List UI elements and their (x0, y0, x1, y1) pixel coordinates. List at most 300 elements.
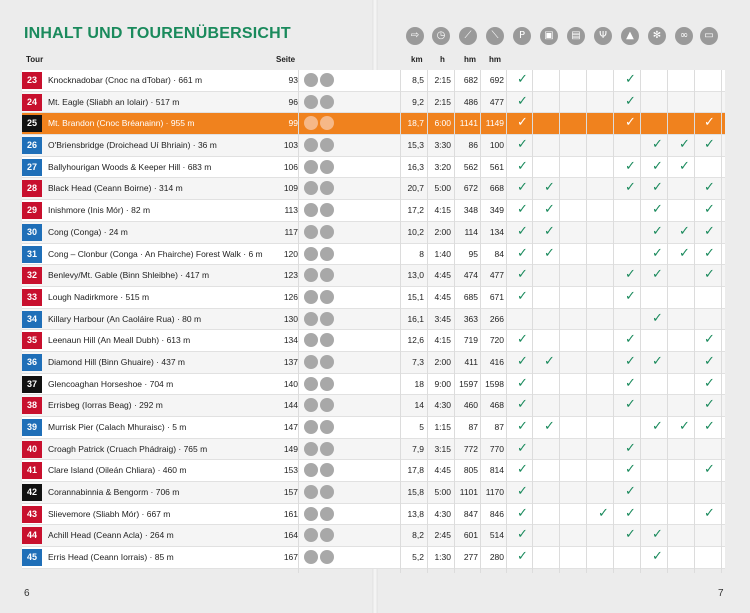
difficulty-icon (304, 463, 318, 477)
descent-hm: 349 (489, 205, 504, 216)
duration: 2:15 (434, 96, 451, 107)
descent-hm: 1598 (485, 378, 504, 389)
descent-hm: 770 (489, 443, 504, 454)
ascent-hm: 847 (463, 508, 478, 519)
descent-hm: 416 (489, 356, 504, 367)
tour-number: 45 (22, 549, 42, 566)
check-icon: ✓ (652, 158, 663, 174)
column-divider (640, 70, 641, 573)
page-number: 144 (283, 400, 298, 411)
column-divider (694, 70, 695, 573)
table-row[interactable] (22, 309, 725, 331)
table-row[interactable] (22, 504, 725, 526)
check-icon: ✓ (704, 180, 715, 196)
duration: 5:00 (434, 487, 451, 498)
column-divider (506, 70, 507, 573)
page-number: 134 (283, 335, 298, 346)
tour-number: 41 (22, 462, 42, 479)
check-icon: ✓ (625, 180, 636, 196)
ascent-hm: 87 (468, 422, 478, 432)
check-icon: ✓ (704, 267, 715, 283)
check-icon: ✓ (625, 267, 636, 283)
ascent-hm: 411 (464, 356, 478, 367)
tour-number: 38 (22, 397, 42, 414)
table-row[interactable] (22, 222, 725, 244)
difficulty-icon (304, 485, 318, 499)
tour-number: 44 (22, 527, 42, 544)
difficulty-icon (304, 442, 318, 456)
duration: 4:15 (434, 335, 451, 346)
distance-km: 9,2 (412, 96, 424, 107)
check-icon: ✓ (625, 332, 636, 348)
family-icon (320, 485, 334, 499)
duration: 4:45 (434, 291, 451, 302)
check-icon: ✓ (625, 158, 636, 174)
check-icon: ✓ (652, 419, 663, 434)
tour-name: Mt. Brandon (Cnoc Bréanainn) · 955 m (48, 118, 195, 129)
check-icon: ✓ (625, 484, 636, 500)
difficulty-icon (304, 116, 318, 130)
distance-km: 13,0 (407, 270, 424, 281)
tour-name: Cong – Clonbur (Conga · An Fhairche) Forest Walk · 6 m (48, 248, 263, 259)
distance-km: 13,8 (407, 508, 424, 519)
tour-name: Lough Nadirkmore · 515 m (48, 291, 150, 302)
check-icon: ✓ (625, 72, 636, 87)
tour-number: 34 (22, 311, 42, 328)
check-icon: ✓ (704, 375, 715, 391)
check-icon: ✓ (517, 115, 528, 131)
table-row[interactable] (22, 200, 725, 222)
duration: 1:40 (434, 248, 451, 259)
family-icon (320, 73, 334, 87)
distance-km: 8 (419, 248, 424, 259)
table-row[interactable] (22, 135, 725, 157)
family-icon (320, 355, 334, 369)
summit-icon: ▲ (621, 27, 639, 45)
check-icon: ✓ (517, 549, 528, 565)
tour-name: Clare Island (Oileán Chliara) · 460 m (48, 465, 187, 476)
check-icon: ✓ (625, 462, 636, 478)
table-row[interactable] (22, 70, 725, 92)
table-row[interactable] (22, 525, 725, 547)
descent-hm: 87 (494, 422, 504, 432)
distance-km: 16,3 (407, 161, 424, 172)
table-row[interactable] (22, 157, 725, 179)
difficulty-icon (304, 507, 318, 521)
check-icon: ✓ (704, 353, 715, 369)
ascent-hm: 682 (463, 75, 478, 85)
check-icon: ✓ (598, 505, 609, 521)
ascent-icon: ⟋ (459, 27, 477, 45)
check-icon: ✓ (652, 223, 663, 239)
duration: 3:20 (434, 161, 451, 172)
tour-name: Glencoaghan Horseshoe · 704 m (48, 378, 174, 389)
descent-hm: 84 (494, 248, 504, 259)
family-icon (320, 550, 334, 564)
check-icon: ✓ (517, 505, 528, 521)
difficulty-icon (304, 420, 318, 434)
difficulty-icon (304, 160, 318, 174)
check-icon: ✓ (625, 397, 636, 413)
col-km: km (411, 55, 423, 64)
ascent-hm: 719 (463, 335, 478, 346)
duration: 1:30 (434, 552, 451, 563)
ascent-hm: 363 (463, 313, 478, 324)
ascent-hm: 1141 (459, 118, 478, 129)
check-icon: ✓ (517, 332, 528, 348)
family-icon (320, 290, 334, 304)
page-number: 161 (283, 508, 298, 519)
difficulty-icon (304, 247, 318, 261)
tour-number: 39 (22, 419, 42, 436)
difficulty-icon (304, 290, 318, 304)
check-icon: ✓ (652, 202, 663, 218)
descent-hm: 468 (489, 400, 504, 411)
check-icon: ✓ (517, 245, 528, 261)
descent-hm: 514 (489, 530, 504, 541)
check-icon: ✓ (625, 505, 636, 521)
check-icon: ✓ (544, 245, 555, 261)
check-icon: ✓ (679, 245, 690, 261)
difficulty-icon (304, 181, 318, 195)
check-icon: ✓ (704, 137, 715, 153)
duration: 3:45 (434, 313, 451, 324)
page-number: 130 (283, 313, 298, 324)
check-icon: ✓ (625, 115, 636, 131)
ascent-hm: 685 (463, 291, 478, 302)
check-icon: ✓ (544, 353, 555, 369)
duration: 2:00 (434, 226, 451, 237)
descent-hm: 100 (489, 140, 504, 151)
distance-km: 8,5 (412, 75, 424, 85)
tour-number: 27 (22, 159, 42, 176)
table-row[interactable] (22, 395, 725, 417)
table-row[interactable] (22, 352, 725, 374)
check-icon: ✓ (679, 223, 690, 239)
descent-hm: 477 (489, 96, 504, 107)
tour-number: 32 (22, 267, 42, 284)
check-icon: ✓ (652, 353, 663, 369)
check-icon: ✓ (517, 527, 528, 543)
page-number: 140 (283, 378, 298, 389)
distance-km: 15,8 (407, 487, 424, 498)
duration: 4:45 (434, 270, 451, 281)
page-number: 120 (283, 248, 298, 259)
distance-km: 18 (414, 378, 424, 389)
tour-name: Diamond Hill (Binn Ghuaire) · 437 m (48, 356, 185, 367)
family-icon (320, 160, 334, 174)
duration: 5:00 (434, 183, 451, 194)
check-icon: ✓ (517, 158, 528, 174)
column-divider (532, 70, 533, 573)
ascent-hm: 277 (463, 552, 478, 563)
distance-km: 18,7 (407, 118, 424, 129)
column-divider (721, 70, 722, 573)
family-icon (320, 312, 334, 326)
difficulty-icon (304, 355, 318, 369)
page-number: 149 (283, 443, 298, 454)
tour-name: Inishmore (Inis Mór) · 82 m (48, 205, 151, 216)
page-number-right: 7 (718, 588, 724, 599)
check-icon: ✓ (704, 202, 715, 218)
check-icon: ✓ (704, 223, 715, 239)
check-icon: ✓ (704, 332, 715, 348)
table-row[interactable] (22, 482, 725, 504)
tour-name: Black Head (Ceann Boirne) · 314 m (48, 183, 183, 194)
ascent-hm: 474 (463, 270, 478, 281)
tour-number: 33 (22, 289, 42, 306)
tour-name: Erris Head (Ceann Iorrais) · 85 m (48, 552, 174, 563)
page-number: 137 (283, 356, 298, 367)
tour-number: 26 (22, 137, 42, 154)
family-icon (320, 116, 334, 130)
descent-hm: 692 (489, 75, 504, 85)
column-divider (480, 70, 481, 573)
tour-number: 30 (22, 224, 42, 241)
page-title: INHALT UND TOURENÜBERSICHT (24, 25, 291, 42)
ascent-hm: 1101 (459, 487, 478, 498)
table-row[interactable] (22, 178, 725, 200)
tour-name: Leenaun Hill (An Meall Dubh) · 613 m (48, 335, 191, 346)
descent-hm: 668 (489, 183, 504, 194)
family-icon (320, 333, 334, 347)
ascent-hm: 1597 (459, 378, 478, 389)
family-icon (320, 398, 334, 412)
descent-hm: 1170 (485, 487, 504, 498)
check-icon: ✓ (517, 375, 528, 391)
check-icon: ✓ (704, 245, 715, 261)
table-row[interactable] (22, 265, 725, 287)
tour-name: Ballyhourigan Woods & Keeper Hill · 683 m (48, 161, 212, 172)
descent-hm: 846 (489, 508, 504, 519)
family-icon (320, 203, 334, 217)
descent-hm: 561 (489, 161, 504, 172)
check-icon: ✓ (704, 419, 715, 434)
table-row[interactable] (22, 113, 725, 135)
ascent-hm: 562 (463, 161, 478, 172)
table-row[interactable] (22, 287, 725, 309)
descent-hm: 280 (489, 552, 504, 563)
page-number: 117 (284, 226, 298, 237)
tour-name: Croagh Patrick (Cruach Phádraig) · 765 m (48, 443, 208, 454)
difficulty-icon (304, 333, 318, 347)
table-row[interactable] (22, 460, 725, 482)
page-number: 96 (288, 96, 298, 107)
ascent-hm: 805 (463, 465, 478, 476)
descent-hm: 477 (489, 270, 504, 281)
family-icon (320, 268, 334, 282)
descent-hm: 1149 (485, 118, 504, 129)
distance-km: 15,3 (407, 140, 424, 151)
check-icon: ✓ (544, 180, 555, 196)
duration: 1:15 (434, 422, 451, 432)
table-row[interactable] (22, 244, 725, 266)
check-icon: ✓ (517, 202, 528, 218)
table-row[interactable] (22, 92, 725, 114)
duration: 6:00 (434, 118, 451, 129)
check-icon: ✓ (679, 137, 690, 153)
family-icon (320, 420, 334, 434)
distance-km: 8,2 (412, 530, 424, 541)
tour-number: 25 (22, 115, 42, 132)
ascent-hm: 86 (468, 140, 478, 151)
tour-name: Benlevy/Mt. Gable (Binn Shleibhe) · 417 m (48, 270, 210, 281)
col-seite: Seite (276, 55, 296, 64)
check-icon: ✓ (517, 440, 528, 456)
difficulty-icon (304, 398, 318, 412)
descent-hm: 671 (489, 291, 504, 302)
clock-icon: ◷ (432, 27, 450, 45)
check-icon: ✓ (544, 202, 555, 218)
table-row[interactable] (22, 439, 725, 461)
tour-name: Murrisk Pier (Calach Mhuraisc) · 5 m (48, 422, 187, 432)
page-number: 113 (284, 205, 298, 216)
check-icon: ✓ (679, 158, 690, 174)
table-row[interactable] (22, 417, 725, 439)
table-row[interactable] (22, 330, 725, 352)
column-divider (586, 70, 587, 573)
check-icon: ✓ (625, 375, 636, 391)
distance-km: 5,2 (412, 552, 424, 563)
ascent-hm: 95 (468, 248, 478, 259)
distance-km: 10,2 (407, 226, 424, 237)
distance-km: 7,9 (412, 443, 424, 454)
distance-km: 15,1 (407, 291, 424, 302)
duration: 4:30 (434, 508, 451, 519)
tour-number: 35 (22, 332, 42, 349)
tour-name: Slievemore (Sliabh Mór) · 667 m (48, 508, 171, 519)
tour-number: 28 (22, 180, 42, 197)
check-icon: ✓ (517, 267, 528, 283)
page-number: 93 (288, 75, 298, 85)
tour-number: 42 (22, 484, 42, 501)
restaurant-icon: Ψ (594, 27, 612, 45)
family-icon (320, 507, 334, 521)
check-icon: ✓ (704, 397, 715, 413)
duration: 4:45 (434, 465, 451, 476)
column-divider (427, 70, 428, 573)
check-icon: ✓ (652, 137, 663, 153)
tour-number: 23 (22, 72, 42, 89)
family-icon (320, 95, 334, 109)
check-icon: ✓ (625, 288, 636, 304)
descent-hm: 814 (489, 465, 504, 476)
check-icon: ✓ (652, 310, 663, 326)
check-icon: ✓ (517, 419, 528, 434)
descent-hm: 720 (489, 335, 504, 346)
snowflake-icon: ✻ (648, 27, 666, 45)
distance-km: 17,8 (407, 465, 424, 476)
page-number: 99 (288, 118, 298, 129)
tour-name: O'Briensbridge (Droichead Uí Bhriain) · 36 m (48, 140, 217, 151)
check-icon: ✓ (652, 267, 663, 283)
page-number: 103 (283, 140, 298, 151)
page-number: 153 (283, 465, 298, 476)
difficulty-icon (304, 203, 318, 217)
tour-name: Achill Head (Ceann Acla) · 264 m (48, 530, 174, 541)
family-icon (320, 181, 334, 195)
family-icon (320, 463, 334, 477)
check-icon: ✓ (704, 115, 715, 131)
table-row[interactable] (22, 374, 725, 396)
tour-name: Knocknadobar (Cnoc na dTobar) · 661 m (48, 75, 203, 85)
check-icon: ✓ (517, 93, 528, 109)
check-icon: ✓ (652, 180, 663, 196)
tour-table (22, 70, 725, 569)
page-number: 126 (283, 291, 298, 302)
car-icon: ▭ (700, 27, 718, 45)
descent-hm: 266 (489, 313, 504, 324)
difficulty-icon (304, 73, 318, 87)
duration: 3:15 (434, 443, 451, 454)
col-hm-down: hm (489, 55, 501, 64)
tour-name: Killary Harbour (An Caoláire Rua) · 80 m (48, 313, 202, 324)
column-divider (454, 70, 455, 573)
check-icon: ✓ (517, 137, 528, 153)
parking-icon: P (513, 27, 531, 45)
difficulty-icon (304, 550, 318, 564)
distance-km: 14 (414, 400, 424, 411)
page-number-left: 6 (24, 588, 30, 599)
column-divider (613, 70, 614, 573)
tour-number: 31 (22, 246, 42, 263)
check-icon: ✓ (517, 462, 528, 478)
tour-name: Corannabinnia & Bengorm · 706 m (48, 487, 180, 498)
ascent-hm: 460 (463, 400, 478, 411)
tour-number: 36 (22, 354, 42, 371)
distance-km: 17,2 (407, 205, 424, 216)
check-icon: ✓ (517, 180, 528, 196)
check-icon: ✓ (517, 288, 528, 304)
ascent-hm: 486 (463, 96, 478, 107)
tour-number: 40 (22, 441, 42, 458)
family-icon (320, 528, 334, 542)
distance-km: 16,1 (407, 313, 424, 324)
ascent-hm: 601 (463, 530, 478, 541)
distance-km: 20,7 (407, 183, 424, 194)
tour-name: Cong (Conga) · 24 m (48, 226, 128, 237)
check-icon: ✓ (625, 440, 636, 456)
train-icon: ▤ (567, 27, 585, 45)
duration: 9:00 (434, 378, 451, 389)
page-number: 109 (283, 183, 298, 194)
check-icon: ✓ (652, 549, 663, 565)
header-icon-row (0, 27, 750, 49)
bicycle-icon: ∞ (675, 27, 693, 45)
check-icon: ✓ (544, 223, 555, 239)
descent-hm: 134 (489, 226, 504, 237)
page-number: 157 (283, 487, 298, 498)
descent-icon: ⟍ (486, 27, 504, 45)
table-row[interactable] (22, 547, 725, 569)
check-icon: ✓ (517, 397, 528, 413)
family-icon (320, 138, 334, 152)
page-number: 123 (283, 270, 298, 281)
family-icon (320, 247, 334, 261)
duration: 4:15 (434, 205, 451, 216)
duration: 2:45 (434, 530, 451, 541)
difficulty-icon (304, 95, 318, 109)
tour-number: 24 (22, 94, 42, 111)
ascent-hm: 114 (464, 226, 478, 237)
difficulty-icon (304, 268, 318, 282)
difficulty-icon (304, 225, 318, 239)
check-icon: ✓ (517, 72, 528, 87)
difficulty-icon (304, 138, 318, 152)
duration: 4:30 (434, 400, 451, 411)
distance-km: 12,6 (407, 335, 424, 346)
check-icon: ✓ (625, 353, 636, 369)
